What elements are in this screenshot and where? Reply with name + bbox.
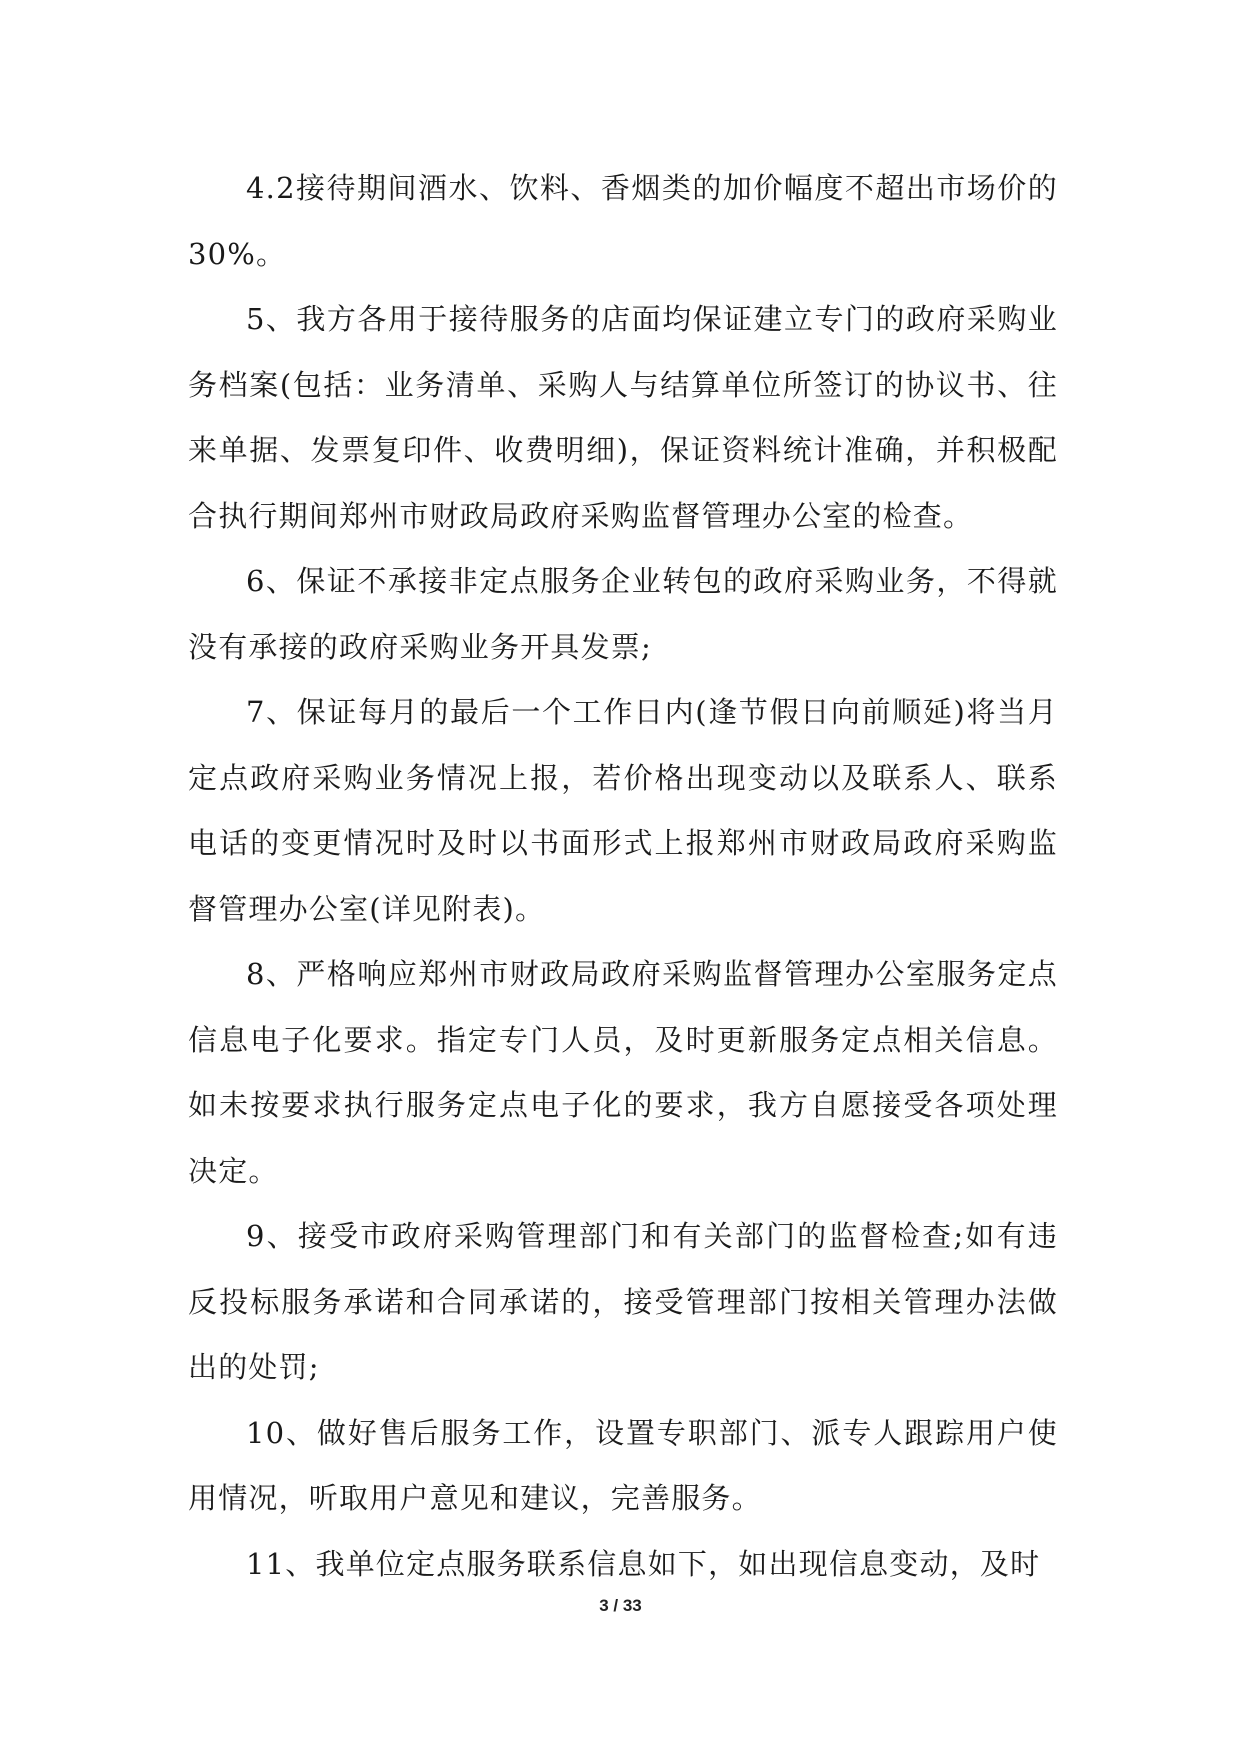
paragraph-9: 9、接受市政府采购管理部门和有关部门的监督检查;如有违反投标服务承诺和合同承诺的，接受管理部门按相关管理办法做出的处罚; [188, 1219, 1058, 1384]
paragraph-7: 7、保证每月的最后一个工作日内(逢节假日向前顺延)将当月定点政府采购业务情况上报，若价格出现变动以及联系人、联系电话的变更情况时及时以书面形式上报郑州市财政局政府采购监督管理办公室(详见附表)。 [188, 695, 1058, 926]
paragraph-4-2: 4.2接待期间酒水、饮料、香烟类的加价幅度不超出市场价的30%。 [188, 171, 1058, 271]
paragraph-10: 10、做好售后服务工作，设置专职部门、派专人跟踪用户使用情况，听取用户意见和建议，完善服务。 [188, 1415, 1058, 1515]
document-body [188, 156, 1058, 1597]
paragraph-8: 8、严格响应郑州市财政局政府采购监督管理办公室服务定点信息电子化要求。指定专门人员，及时更新服务定点相关信息。如未按要求执行服务定点电子化的要求，我方自愿接受各项处理决定。 [188, 957, 1058, 1188]
paragraph-11: 11、我单位定点服务联系信息如下，如出现信息变动，及时 [246, 1546, 1041, 1581]
page-number: 3 / 33 [599, 1596, 642, 1615]
paragraph-5: 5、我方各用于接待服务的店面均保证建立专门的政府采购业务档案(包括：业务清单、采购人与结算单位所签订的协议书、往来单据、发票复印件、收费明细)，保证资料统计准确，并积极配合执行期间郑州市财政局政府采购监督管理办公室的检查。 [188, 302, 1058, 533]
paragraph-6: 6、保证不承接非定点服务企业转包的政府采购业务，不得就没有承接的政府采购业务开具发票; [188, 564, 1058, 664]
